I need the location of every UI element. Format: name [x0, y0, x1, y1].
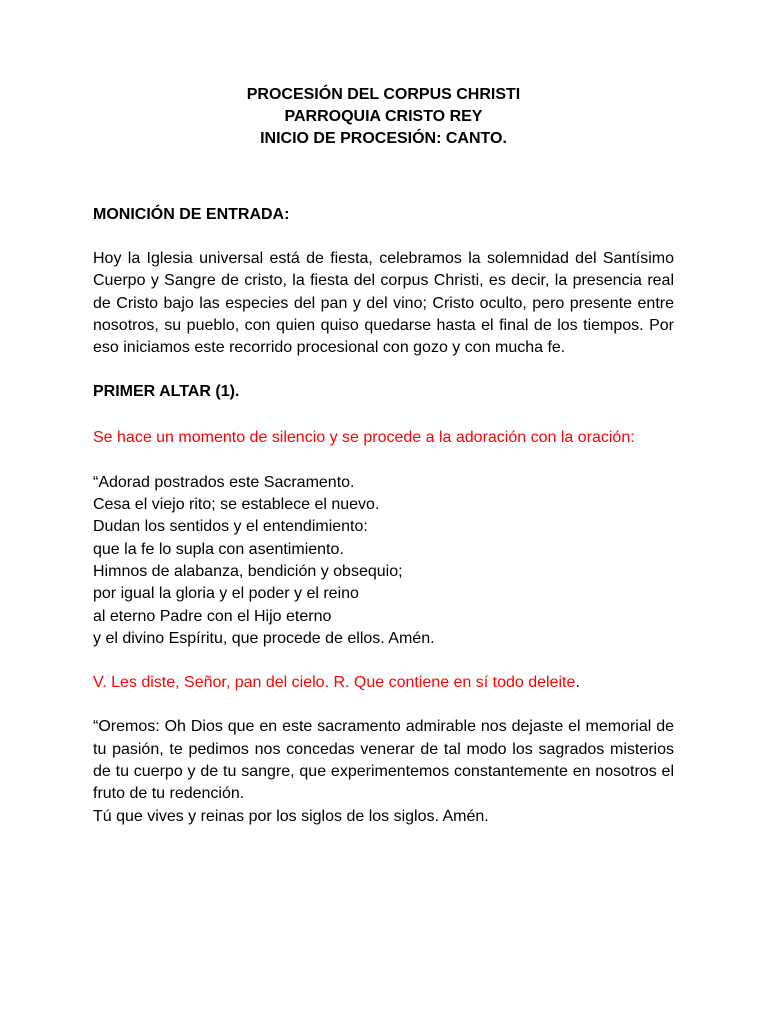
header-start: INICIO DE PROCESIÓN: CANTO.: [260, 130, 507, 147]
hymn-block: [93, 472, 674, 650]
hymn-line: que la fe lo supla con asentimiento.: [93, 540, 344, 558]
document-page: [93, 84, 674, 828]
document-header: [93, 84, 674, 150]
versicle-text: V. Les diste, Señor, pan del cielo. R. Que contiene en sí todo deleite: [93, 674, 576, 692]
altar1-title: PRIMER ALTAR (1).: [93, 383, 240, 401]
monicion-title: MONICIÓN DE ENTRADA:: [93, 206, 290, 223]
prayer-text: “Oremos: Oh Dios que en este sacramento admirable nos dejaste el memorial de tu pasión, te pedimos nos concedas venerar de tal modo los sagrados misterios de tu cuerpo y de tu sangre, que experimentemos constantemente en nosotros el fruto de tu redención.: [93, 718, 674, 803]
header-parish: PARROQUIA CRISTO REY: [284, 108, 483, 125]
hymn-line: por igual la gloria y el poder y el reino: [93, 585, 359, 603]
versicle: [93, 672, 674, 694]
hymn-line: Himnos de alabanza, bendición y obsequio;: [93, 562, 403, 580]
altar1-rubric: Se hace un momento de silencio y se procede a la adoración con la oración:: [93, 429, 635, 447]
hymn-line: Dudan los sentidos y el entendimiento:: [93, 518, 368, 536]
monicion-text: Hoy la Iglesia universal está de fiesta, celebramos la solemnidad del Santísimo Cuerpo y Sangre de cristo, la fiesta del corpus Christi, es decir, la presencia real de Cristo bajo las especies del pan y del vino; Cristo oculto, pero presente entre nosotros, su pueblo, con quien quiso quedarse hasta el final de los tiempos. Por eso iniciamos este recorrido procesional con gozo y con mucha fe.: [93, 250, 674, 357]
hymn-line: Cesa el viejo rito; se establece el nuevo.: [93, 496, 380, 514]
prayer-conclusion: Tú que vives y reinas por los siglos de los siglos. Amén.: [93, 807, 489, 825]
hymn-line: y el divino Espíritu, que procede de ellos. Amén.: [93, 629, 435, 647]
versicle-end: .: [575, 674, 580, 692]
header-title: PROCESIÓN DEL CORPUS CHRISTI: [246, 86, 521, 103]
hymn-line: “Adorad postrados este Sacramento.: [93, 473, 355, 491]
hymn-line: al eterno Padre con el Hijo eterno: [93, 607, 332, 625]
